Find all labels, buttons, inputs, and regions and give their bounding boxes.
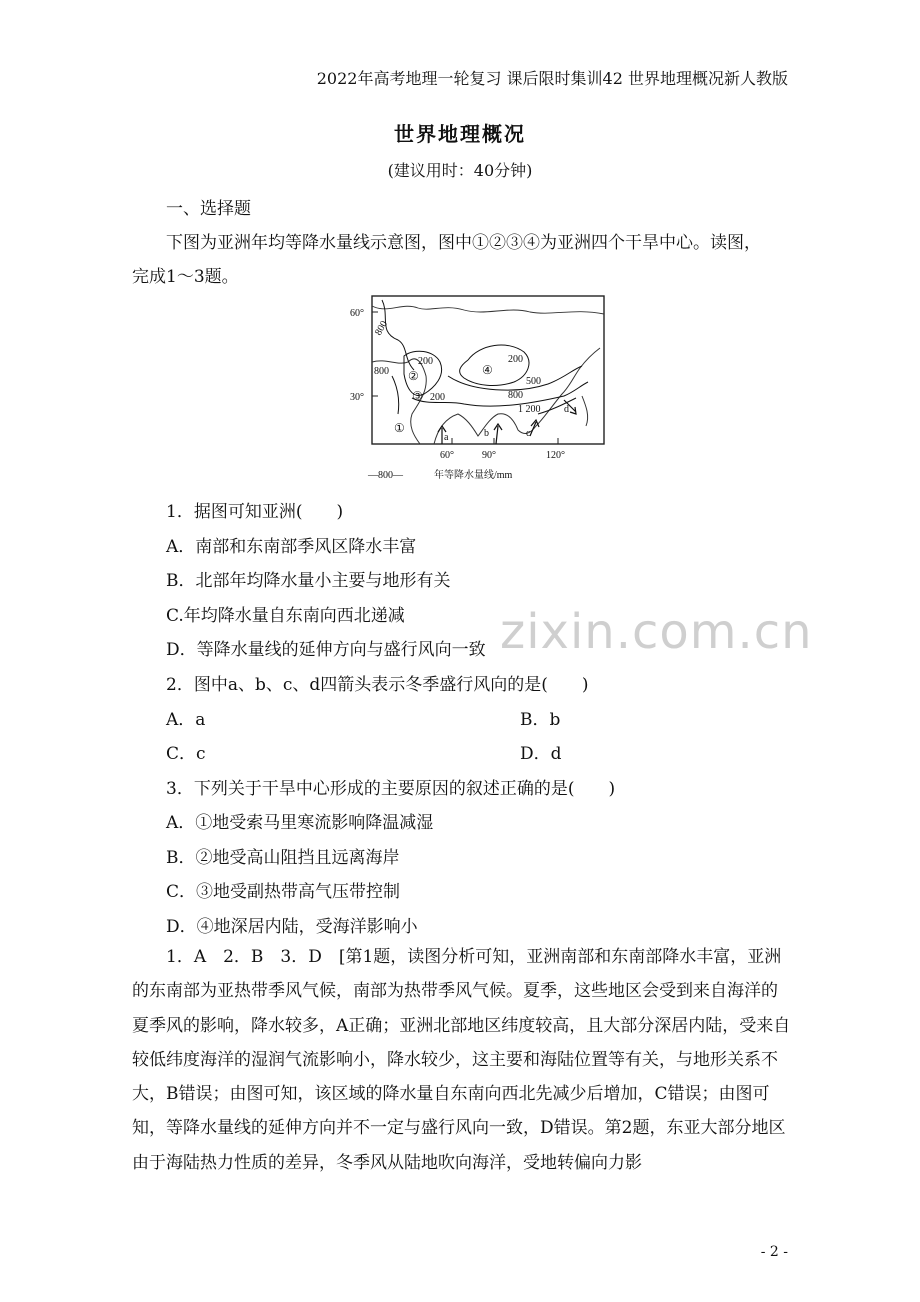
section-heading: 一、选择题: [166, 199, 251, 219]
q2-option-c: C．c: [166, 744, 206, 764]
isoline-label-800-south: 800: [508, 390, 523, 401]
q1-option-d: D．等降水量线的延伸方向与盛行风向一致: [166, 640, 486, 660]
lat-label-30: 30°: [350, 392, 364, 403]
q2-option-b: B．b: [520, 710, 561, 730]
intro-line-2: 完成1～3题。: [132, 267, 239, 287]
q3-option-d: D．④地深居内陆，受海洋影响小: [166, 917, 418, 937]
isoline-label-200-west: 200: [418, 356, 433, 367]
lon-label-60: 60°: [440, 450, 454, 461]
q3-option-a: A．①地受索马里寒流影响降温减湿: [166, 813, 434, 833]
arrow-label-d: d: [564, 404, 569, 415]
q2-option-a: A．a: [166, 710, 206, 730]
intro-line-1: 下图为亚洲年均等降水量线示意图，图中①②③④为亚洲四个干旱中心。读图，: [166, 233, 761, 253]
center-4: ④: [482, 363, 493, 377]
q1-option-a: A．南部和东南部季风区降水丰富: [166, 537, 417, 557]
q2-option-d: D．d: [520, 744, 562, 764]
isoline-label-1200: 1 200: [518, 404, 541, 415]
page-subtitle: (建议用时：40分钟): [387, 161, 533, 180]
page-title: 世界地理概况: [394, 122, 526, 146]
lon-label-90: 90°: [482, 450, 496, 461]
isoline-label-200-south: 200: [430, 392, 445, 403]
isoline-label-200-center: 200: [508, 354, 523, 365]
q1-option-c: C.年均降水量自东南向西北递减: [166, 606, 405, 626]
q1-option-b: B．北部年均降水量小主要与地形有关: [166, 571, 451, 591]
q3-option-c: C．③地受副热带高气压带控制: [166, 882, 401, 902]
center-2: ②: [408, 369, 419, 383]
lat-label-60: 60°: [350, 308, 364, 319]
isoline-label-800-north: 800: [373, 319, 391, 338]
isoline-label-500: 500: [526, 376, 541, 387]
watermark: zixin.com.cn: [500, 604, 813, 660]
center-3: ③: [412, 389, 423, 403]
center-1: ①: [394, 421, 405, 435]
page-header: 2022年高考地理一轮复习 课后限时集训42 世界地理概况新人教版: [316, 69, 788, 88]
legend-text: 年等降水量线/mm: [434, 470, 513, 481]
lon-label-120: 120°: [546, 450, 565, 461]
isoline-label-800-west: 800: [374, 366, 389, 377]
arrow-label-c: c: [526, 428, 531, 439]
q2-stem: 2．图中a、b、c、d四箭头表示冬季盛行风向的是( ): [166, 675, 589, 695]
q3-option-b: B．②地受高山阻挡且远离海岸: [166, 848, 400, 868]
answer-explanation: 1．A 2．B 3．D [第1题，读图分析可知，亚洲南部和东南部降水丰富，亚洲的东南部为亚热带季风气候，南部为热带季风气候。夏季，这些地区会受到来自海洋的夏季风的影响，降水较多，A正确；亚洲北部地区纬度较高，且大部分深居内陆，受来自较低纬度海洋的湿润气流影响小，降水较少，这主要和海陆位置等有关，与地形关系不大，B错误；由图可知，该区域的降水量自东南向西北先减少后增加，C错误；由图可知，等降水量线的延伸方向并不一定与盛行风向一致，D错误。第2题，东亚大部分地区由于海陆热力性质的差异，冬季风从陆地吹向海洋，受地转偏向力影: [132, 947, 791, 1173]
arrow-label-b: b: [484, 428, 489, 439]
page-number: - 2 -: [760, 1244, 788, 1260]
q3-stem: 3．下列关于干旱中心形成的主要原因的叙述正确的是( ): [166, 779, 616, 799]
asia-precipitation-map: [350, 296, 608, 481]
legend-line: —800—: [368, 470, 403, 481]
q1-stem: 1．据图可知亚洲( ): [166, 502, 344, 522]
arrow-label-a: a: [444, 432, 449, 443]
